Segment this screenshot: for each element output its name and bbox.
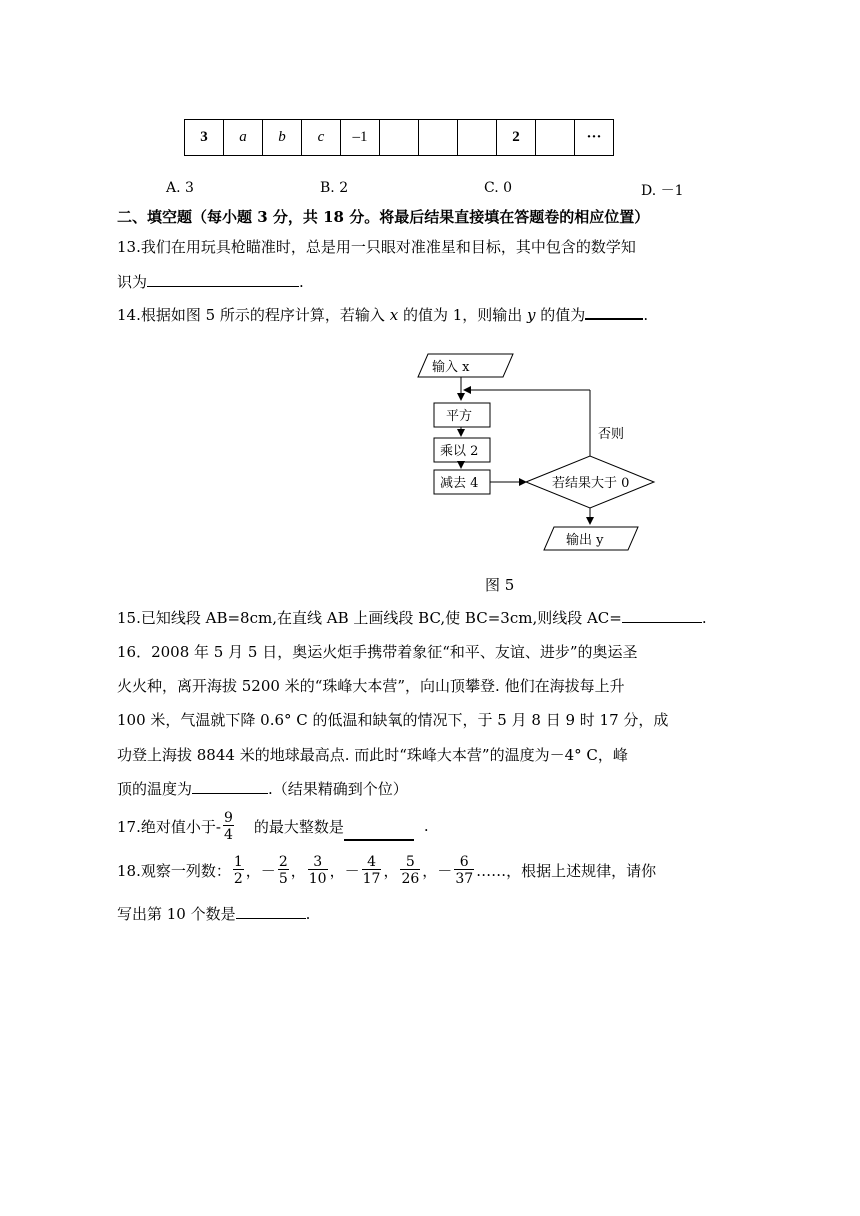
q18-frac-3: － $\frac{4}{17}$ xyxy=(344,853,381,887)
step1-label: 平方 xyxy=(446,409,473,424)
q16-suffix: .（结果精确到个位） xyxy=(268,780,408,798)
condition-label: 若结果大于 0 xyxy=(552,476,630,491)
q17-fraction xyxy=(223,811,234,842)
q13-line2 xyxy=(117,271,304,292)
q18-frac-2: $\frac{3}{10}$ xyxy=(308,853,327,887)
option-b: B. 2 xyxy=(320,180,349,196)
figure-caption: 图 5 xyxy=(485,576,515,594)
q18-line2-prefix: 写出第 10 个数是 xyxy=(117,905,236,923)
q17-frac-num: 9 xyxy=(223,809,233,826)
q18-line2 xyxy=(117,903,310,924)
seq-cell: –1 xyxy=(341,120,380,156)
q13-line1: 13.我们在用玩具枪瞄准时，总是用一只眼对准准星和目标，其中包含的数学知 xyxy=(117,238,636,256)
q18-frac-0: $\frac{1}{2}$ xyxy=(233,853,243,887)
q18-prefix: 18.观察一列数： xyxy=(117,861,231,880)
q17-suffix: 的最大整数是 xyxy=(253,817,344,836)
option-d: D. －1 xyxy=(641,183,684,199)
q13-answer-blank xyxy=(147,272,299,287)
q18-line1: 18.观察一列数： $\frac{1}{2}$ ， － $\frac{2}{5}$ ， $\frac{3}{10}$ ， － $\frac{4}{17}$ ， $\frac{5}{26}$ ， － $\frac{6}{37}$ ……，根据上述规律，请你 xyxy=(117,853,657,887)
step2-label: 乘以 2 xyxy=(440,444,479,459)
q16-line2: 火火种，离开海拔 5200 米的“珠峰大本营”，向山顶攀登. 他们在海拔每上升 xyxy=(117,677,625,695)
q18-answer-blank xyxy=(236,904,306,919)
seq-cell: b xyxy=(263,120,302,156)
sequence-table xyxy=(184,119,614,156)
seq-cell: ··· xyxy=(575,120,614,156)
seq-cell: c xyxy=(302,120,341,156)
seq-cell: 2 xyxy=(497,120,536,156)
q18-line2-suffix: . xyxy=(305,905,311,923)
section-title: 二、填空题（每小题 3 分，共 18 分。将最后结果直接填在答题卷的相应位置） xyxy=(117,208,650,226)
q16-prefix: 顶的温度为 xyxy=(117,780,193,798)
q14-line xyxy=(117,304,648,325)
q16-line4: 功登上海拔 8844 米的地球最高点. 而此时“珠峰大本营”的温度为－4° C，峰 xyxy=(117,746,628,764)
seq-cell xyxy=(458,120,497,156)
option-c: C. 0 xyxy=(484,180,513,196)
q16-line1: 16．2008 年 5 月 5 日，奥运火炬手携带着象征“和平、友谊、进步”的奥运圣 xyxy=(117,643,638,661)
q18-frac-4: $\frac{5}{26}$ xyxy=(401,853,420,887)
q17-frac-den: 4 xyxy=(223,826,233,843)
q15-end: . xyxy=(701,609,707,627)
q18-frac-5: － $\frac{6}{37}$ xyxy=(437,853,474,887)
flowchart xyxy=(400,348,670,558)
q13-prefix: 识为 xyxy=(117,273,148,291)
q15-answer-blank xyxy=(622,608,702,623)
q14-var-x: x xyxy=(389,306,399,324)
q16-line5 xyxy=(117,778,408,799)
else-label: 否则 xyxy=(598,427,625,442)
q17-end: . xyxy=(423,817,429,835)
q17-answer-blank xyxy=(344,825,414,841)
q17-prefix: 17.绝对值小于- xyxy=(117,817,221,836)
q16-answer-blank xyxy=(192,779,268,794)
q15-text: 15.已知线段 AB=8cm,在直线 AB 上画线段 BC,使 BC=3cm,则线段 AC= xyxy=(117,609,622,627)
q14-text-b: 的值为 1，则输出 xyxy=(398,306,528,324)
q14-answer-blank xyxy=(585,304,643,320)
option-a: A. 3 xyxy=(166,180,194,196)
q14-text-c: 的值为 xyxy=(535,306,586,324)
seq-cell xyxy=(380,120,419,156)
q14-var-y: y xyxy=(527,306,536,324)
q14-text-a: 14.根据如图 5 所示的程序计算，若输入 xyxy=(117,306,390,324)
q18-ellipsis: ……，根据上述规律，请你 xyxy=(476,861,657,880)
q16-line3: 100 米，气温就下降 0.6° C 的低温和缺氧的情况下，于 5 月 8 日 9 时 17 分，成 xyxy=(117,711,669,729)
q13-suffix: . xyxy=(299,273,304,291)
output-label: 输出 y xyxy=(566,533,604,548)
seq-cell: a xyxy=(224,120,263,156)
q18-frac-1: － $\frac{2}{5}$ xyxy=(260,853,288,887)
seq-cell: 3 xyxy=(185,120,224,156)
q17-line xyxy=(117,804,429,848)
q15-line xyxy=(117,607,707,628)
step3-label: 减去 4 xyxy=(440,476,479,491)
seq-cell xyxy=(536,120,575,156)
input-label: 输入 x xyxy=(432,360,470,375)
seq-cell xyxy=(419,120,458,156)
q14-end: . xyxy=(643,306,649,324)
